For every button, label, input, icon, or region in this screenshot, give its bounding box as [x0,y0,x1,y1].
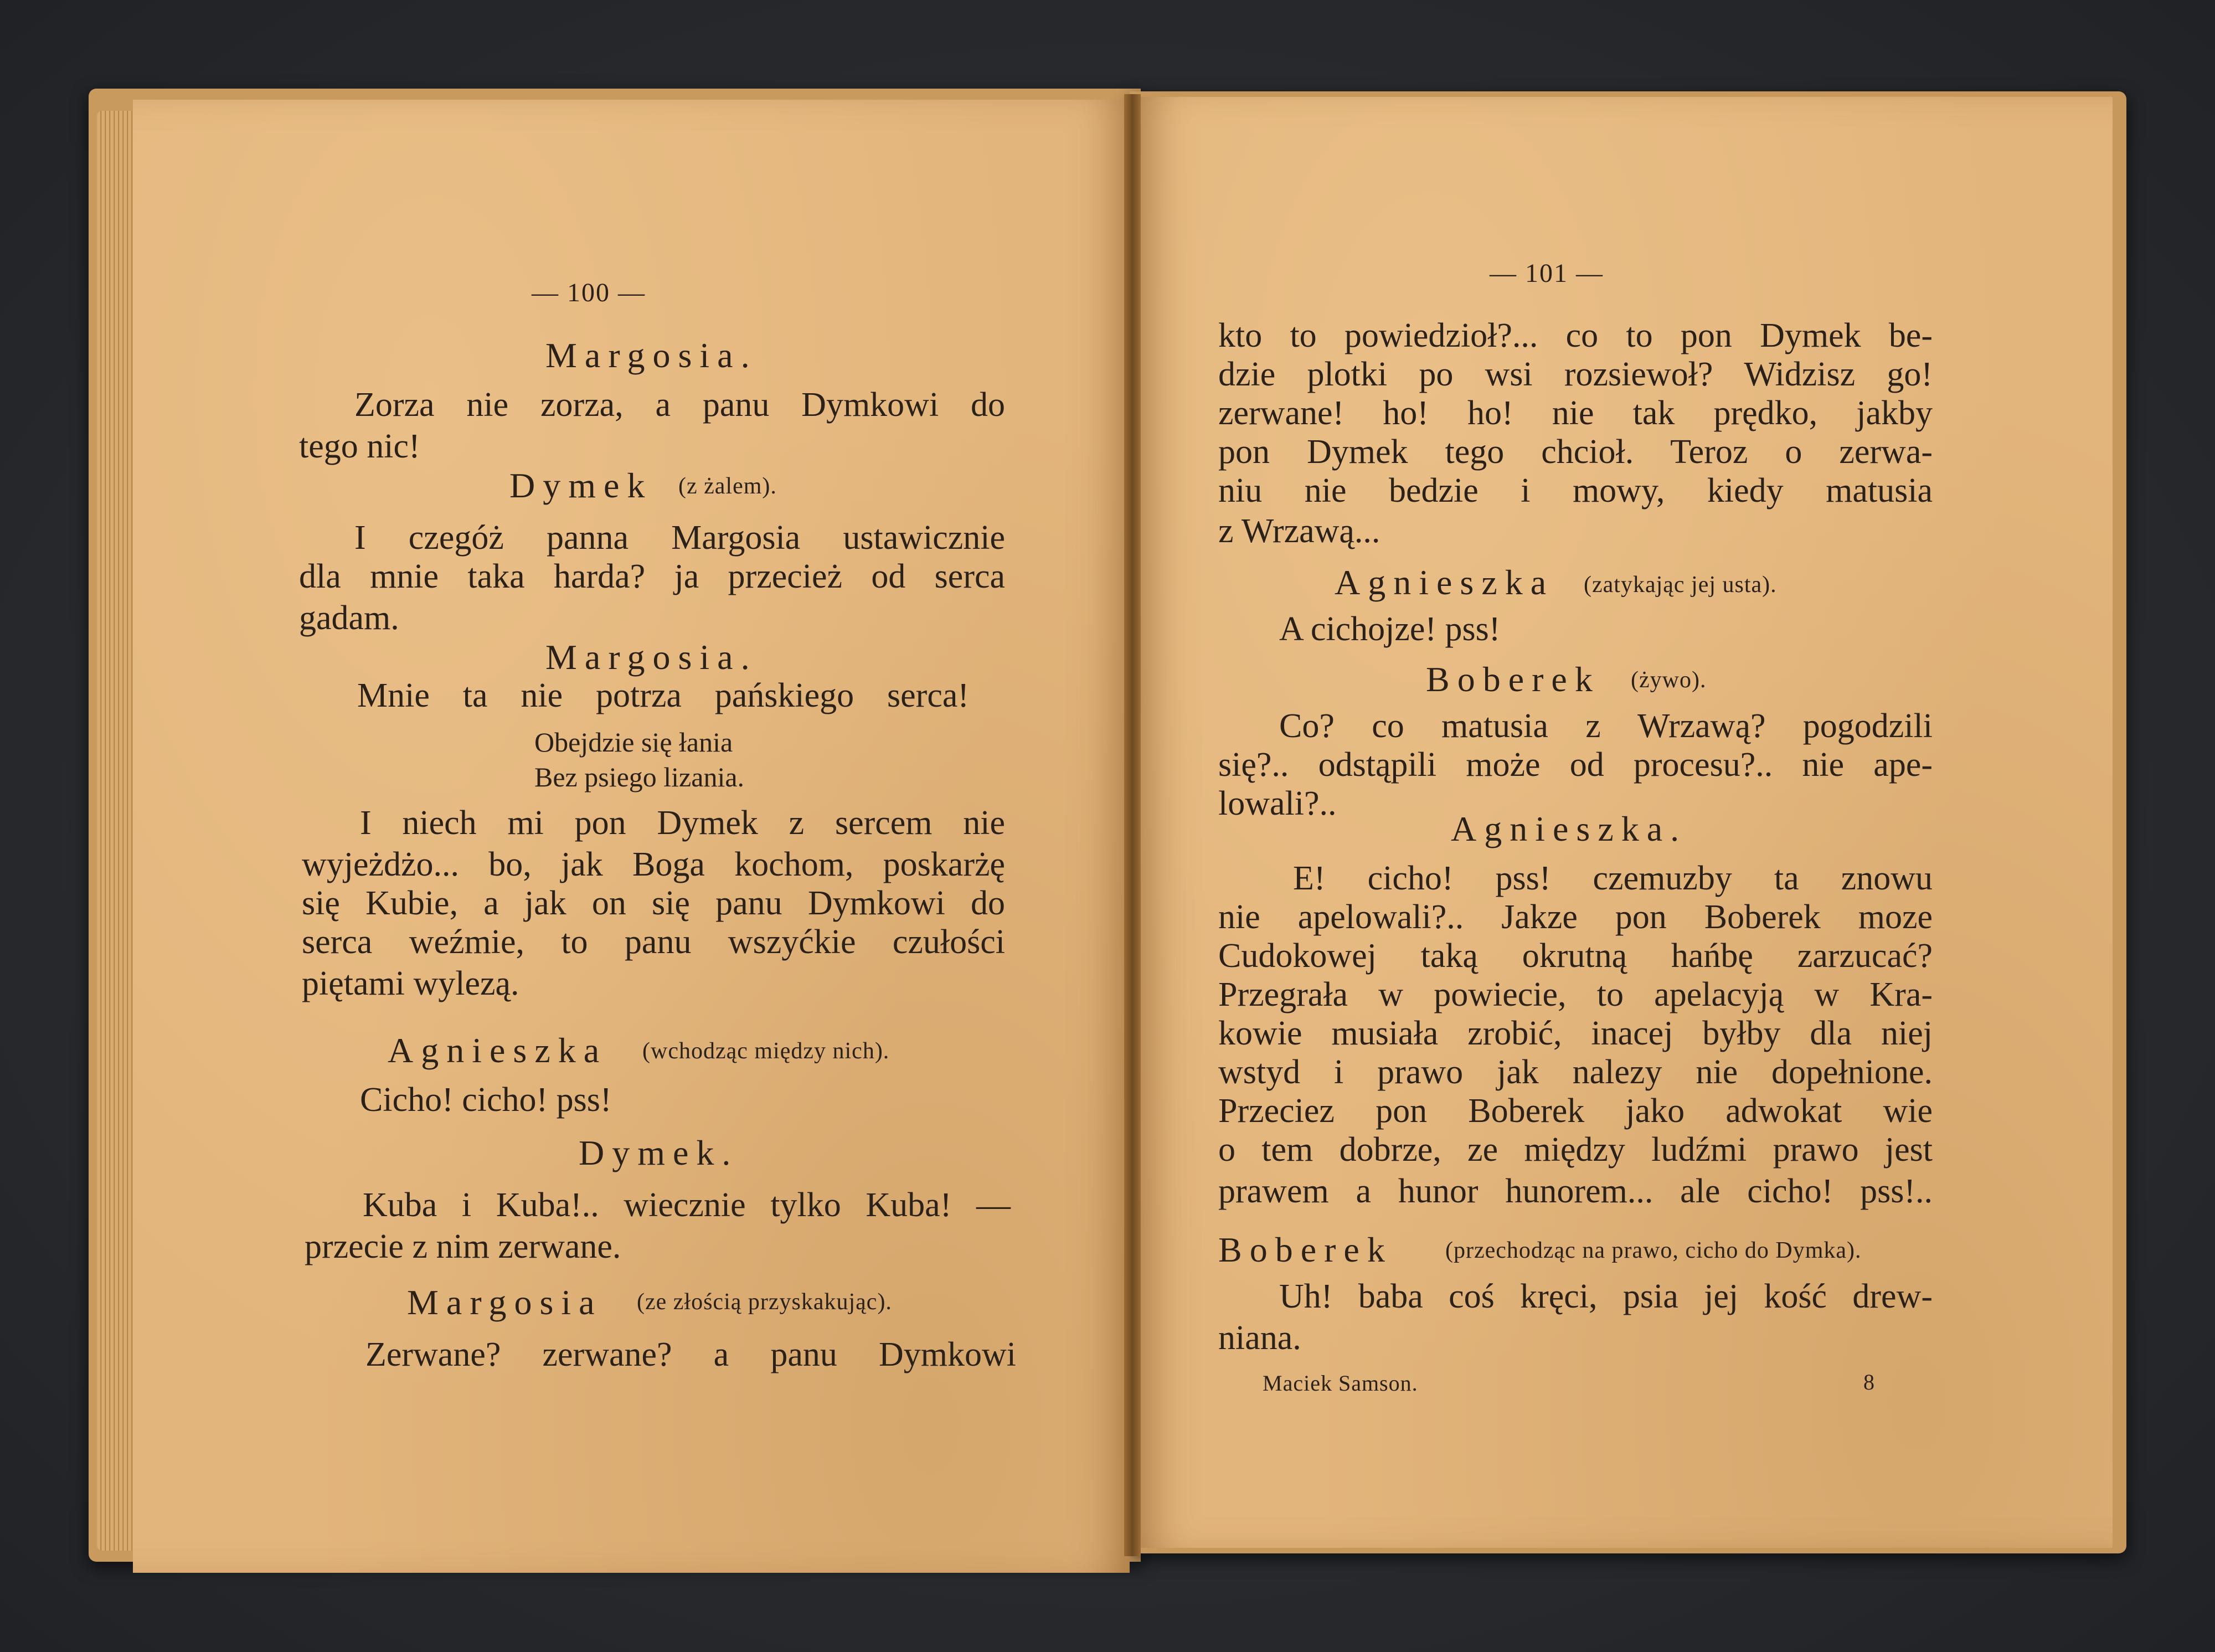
stage-direction: (wchodząc między nich). [642,1038,890,1064]
text-line: kowie musiała zrobić, inacej byłby dla niej [1218,1015,1933,1052]
speaker-heading: Dymek [509,466,653,505]
stage-direction: (ze złością przyskakując). [637,1289,892,1315]
speaker-heading: Boberek [1218,1230,1393,1269]
page-number-left: — 100 — [532,278,646,307]
text-line: gadam. [299,599,399,637]
text-line: zerwane! ho! ho! nie tak prędko, jakby [1218,394,1933,432]
text-line: Kuba i Kuba!.. wiecznie tylko Kuba! — [363,1186,1011,1224]
speaker-heading: Agnieszka [388,1031,607,1070]
page-edges [97,111,136,1551]
signature-mark: 8 [1863,1370,1875,1394]
text-line: wstyd i prawo jak nalezy nie dopełnione. [1218,1053,1933,1091]
text-line: niana. [1218,1319,1301,1357]
page-number-right: — 101 — [1490,259,1604,288]
text-line: Cudokowej taką okrutną hańbę zarzucać? [1218,937,1933,975]
text-line: tego nic! [299,428,420,465]
text-line: Cicho! cicho! pss! [360,1081,612,1119]
stage-direction: (przechodząc na prawo, cicho do Dymka). [1445,1238,1862,1263]
text-line: się Kubie, a jak on się panu Dymkowi do [302,884,1005,922]
text-line: E! cicho! pss! czemuzby ta znowu [1293,860,1933,897]
speaker-heading: Margosia. [545,637,758,677]
text-line: Zorza nie zorza, a panu Dymkowi do [354,386,1005,424]
text-line: nie apelowali?.. Jakze pon Boberek moze [1218,898,1933,936]
text-line: dla mnie taka harda? ja przecież od serca [299,558,1005,595]
text-line: lowali?.. [1218,785,1337,822]
footer-title: Maciek Samson. [1263,1371,1418,1396]
verse-line: Obejdzie się łania [534,727,733,758]
text-line: Przeciez pon Boberek jako adwokat wie [1218,1092,1933,1130]
speaker-heading: Agnieszka [1335,563,1554,602]
text-line: z Wrzawą... [1218,512,1380,550]
text-line: pon Dymek tego chcioł. Teroz o zerwa- [1218,433,1933,471]
text-line: kto to powiedzioł?... co to pon Dymek be- [1218,317,1933,354]
text-line: wyjeżdżo... bo, jak Boga kochom, poskarżę [302,846,1005,883]
speaker-heading: Agnieszka. [1451,809,1687,848]
text-line: Mnie ta nie potrza pańskiego serca! [357,677,969,714]
text-line: serca weźmie, to panu wszyćkie czułości [302,923,1005,961]
text-line: prawem a hunor hunorem... ale cicho! pss!.. [1218,1172,1933,1210]
text-line: I niech mi pon Dymek z sercem nie [360,804,1005,842]
speaker-heading: Margosia [407,1283,602,1322]
text-line: Co? co matusia z Wrzawą? pogodzili [1279,707,1933,745]
text-line: Uh! baba coś kręci, psia jej kość drew- [1279,1278,1933,1315]
speaker-heading: Boberek [1426,660,1600,699]
text-line: niu nie bedzie i mowy, kiedy matusia [1218,472,1933,510]
stage-direction: (z żalem). [678,474,777,499]
text-line: dzie plotki po wsi rozsiewoł? Widzisz go! [1218,356,1933,393]
text-line: się?.. odstąpili może od procesu?.. nie ape- [1218,746,1933,784]
stage-direction: (żywo). [1631,667,1707,693]
text-line: Zerwane? zerwane? a panu Dymkowi [365,1336,1016,1373]
text-line: I czegóż panna Margosia ustawicznie [354,519,1005,557]
speaker-heading: Dymek. [579,1133,739,1172]
book-gutter [1124,94,1141,1556]
text-line: Przegrała w powiecie, to apelacyją w Kra- [1218,976,1933,1013]
verse-line: Bez psiego lizania. [534,761,745,792]
speaker-heading: Margosia. [545,336,758,375]
stage-direction: (zatykając jej usta). [1584,572,1777,598]
text-line: przecie z nim zerwane. [305,1228,621,1265]
text-line: A cichojze! pss! [1279,610,1501,648]
text-line: o tem dobrze, ze między ludźmi prawo jest [1218,1131,1933,1169]
text-line: piętami wylezą. [302,965,519,1002]
